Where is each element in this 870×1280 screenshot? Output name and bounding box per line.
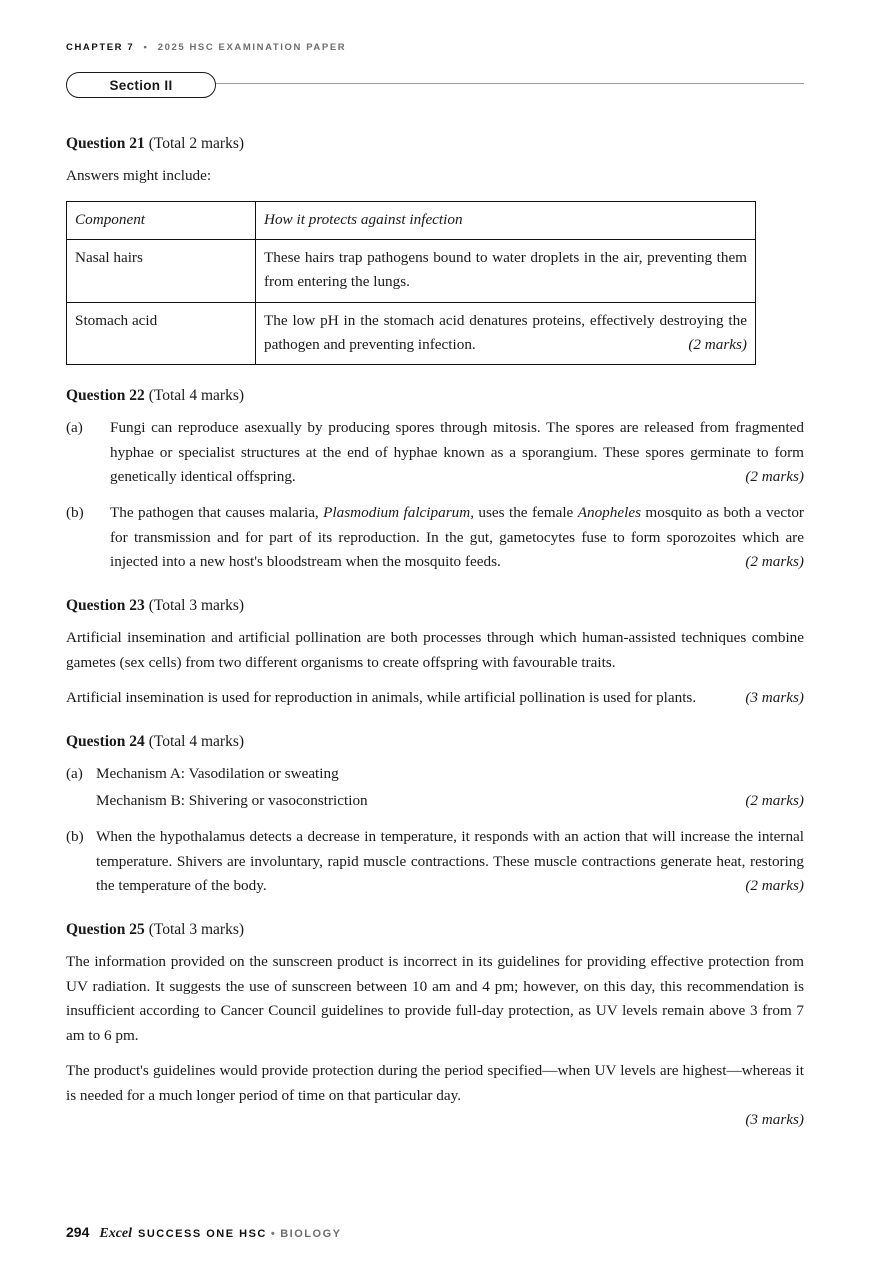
question-22-part-a: [66, 416, 804, 490]
part-marks: (2 marks): [745, 553, 804, 571]
question-25-marks: (3 marks): [745, 1110, 804, 1128]
part-text: [96, 762, 804, 814]
question-21-total-marks: (Total 2 marks): [148, 135, 245, 152]
footer-brand: Excel: [99, 1226, 133, 1241]
question-24-part-b: [66, 825, 804, 899]
question-block-21: [66, 135, 804, 365]
part-text: [110, 416, 804, 490]
mechanism-a-line: Mechanism A: Vasodilation or sweating: [96, 764, 339, 782]
table-row: [67, 302, 756, 365]
question-23-paragraph-2: [66, 686, 804, 711]
footer-series: SUCCESS ONE HSC: [138, 1228, 267, 1240]
part-body-text-1: The pathogen that causes malaria,: [110, 504, 324, 522]
running-head-title: 2025 HSC EXAMINATION PAPER: [157, 42, 347, 53]
running-head-separator: •: [143, 42, 149, 53]
question-21-heading: [66, 135, 804, 153]
question-23-paragraph-2-text: Artificial insemination is used for reproduction in animals, while artificial pollination is used for plants.: [66, 689, 697, 707]
question-block-25: [66, 921, 804, 1129]
question-24-heading: [66, 733, 804, 751]
question-22-heading: [66, 387, 804, 405]
footer-subject: BIOLOGY: [280, 1228, 342, 1240]
question-24-part-a: [66, 762, 804, 814]
question-22-part-b: [66, 501, 804, 575]
question-block-24: [66, 733, 804, 899]
part-label: (b): [66, 504, 84, 522]
table-cell-marks: (2 marks): [688, 335, 747, 353]
part-body-text-3: mosquito as both a vector for transmission and for part of its reproduction. In the gut, gametocytes fuse to form sporozoites which are injected into a new host's bloodstream when the mosquito feeds.: [110, 504, 804, 571]
part-label: (b): [66, 828, 84, 846]
table-header-row: [67, 201, 756, 239]
species-name-anopheles: Anopheles: [577, 504, 641, 522]
question-25-paragraph-1: The information provided on the sunscreen product is incorrect in its guidelines for providing effective protection from UV radiation. It suggests the use of sunscreen between 10 am and 4 pm; however, on this day, this recommendation is insufficient according to Cancer Council guidelines to provide full-day protection, as UV levels remain above 3 from 7 am to 6 pm.: [66, 952, 804, 1044]
question-23-total-marks: (Total 3 marks): [148, 596, 245, 614]
part-body-text: When the hypothalamus detects a decrease in temperature, it responds with an action that will increase the internal temperature. Shivers are involuntary, rapid muscle contractions. These muscle contractions generate heat, restoring the temperature of the body.: [96, 828, 804, 895]
question-21-lead-in: Answers might include:: [66, 167, 212, 184]
table-header-component: Component: [67, 201, 256, 239]
page-number: 294: [66, 1224, 90, 1240]
part-marks: (2 marks): [745, 468, 804, 486]
section-label: Section II: [109, 77, 173, 93]
table-cell-component: Stomach acid: [67, 302, 256, 365]
part-marks: (2 marks): [745, 877, 804, 895]
question-25-heading: [66, 921, 804, 939]
table-cell-component: Nasal hairs: [67, 239, 256, 302]
part-text: [110, 501, 804, 575]
running-head-chapter: CHAPTER 7: [66, 42, 135, 53]
part-label: (a): [66, 419, 83, 437]
question-24-total-marks: (Total 4 marks): [148, 732, 245, 750]
question-25-total-marks: (Total 3 marks): [148, 920, 245, 938]
table-row: [67, 239, 756, 302]
question-25-paragraph-2: The product's guidelines would provide protection during the period specified—when UV levels are highest—whereas it is needed for a much longer period of time on that particular day.: [66, 1062, 804, 1105]
question-21-number: Question 21: [66, 135, 145, 152]
part-body-text: Fungi can reproduce asexually by producing spores through mitosis. The spores are released from fragmented hyphae or specialist structures at the end of hyphae known as a sporangium. These spores germinate to form genetically identical offspring.: [110, 419, 804, 486]
question-block-23: [66, 597, 804, 711]
part-label: (a): [66, 764, 83, 782]
table-cell-text: The low pH in the stomach acid denatures proteins, effectively destroying the pathogen and preventing infection.: [264, 311, 747, 353]
table-header-description: How it protects against infection: [256, 201, 756, 239]
section-badge: [66, 72, 216, 98]
question-23-marks: (3 marks): [745, 689, 804, 707]
part-body-text-2: , uses the female: [470, 504, 578, 522]
question-24-number: Question 24: [66, 732, 145, 750]
question-23-heading: [66, 597, 804, 615]
question-block-22: [66, 387, 804, 575]
question-23-number: Question 23: [66, 596, 145, 614]
question-23-paragraph-1: Artificial insemination and artificial pollination are both processes through which human-assisted techniques combine gametes (sex cells) from two different organisms to create offspring with favourable traits.: [66, 628, 804, 671]
table-cell-description: [256, 302, 756, 365]
footer-dot: •: [270, 1228, 277, 1240]
mechanism-b-line: [96, 789, 804, 814]
question-21-table: [66, 201, 756, 366]
page-footer: [66, 1224, 341, 1242]
section-header: [66, 77, 804, 113]
part-marks: (2 marks): [745, 792, 804, 810]
mechanism-b-text: Mechanism B: Shivering or vasoconstriction: [96, 792, 368, 810]
question-22-number: Question 22: [66, 387, 145, 405]
table-cell-description: These hairs trap pathogens bound to water droplets in the air, preventing them from entering the lungs.: [256, 239, 756, 302]
question-25-number: Question 25: [66, 920, 145, 938]
running-head: [66, 42, 804, 53]
species-name-plasmodium: Plasmodium falciparum: [323, 504, 471, 522]
part-text: [96, 825, 804, 899]
question-22-total-marks: (Total 4 marks): [148, 387, 245, 405]
